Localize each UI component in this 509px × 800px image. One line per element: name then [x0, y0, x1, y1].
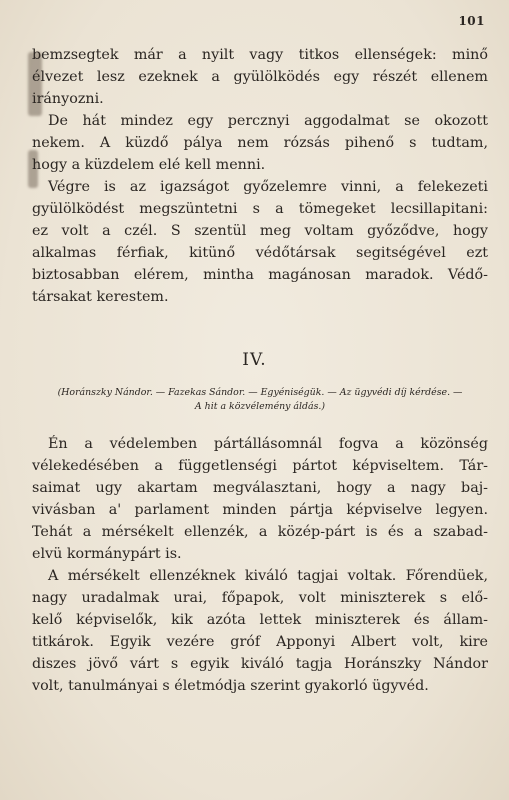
- text-line: vélekedésében a függetlenségi pártot képviseltem. Tár-: [32, 458, 488, 474]
- text-line: kelő képviselők, kik azóta lettek miniszterek és állam-: [32, 612, 488, 628]
- text-line: biztosabban elérem, mintha magánosan maradok. Védő-: [32, 267, 488, 283]
- text-line: elvü kormánypárt is.: [32, 546, 182, 562]
- text-line: társakat kerestem.: [32, 289, 169, 305]
- body-text-top: [32, 44, 488, 308]
- text-line: hogy a küzdelem elé kell menni.: [32, 157, 266, 173]
- text-line: alkalmas férfiak, kitünő védőtársak segitségével ezt: [32, 245, 488, 261]
- chapter-heading: IV.: [242, 350, 267, 370]
- text-line: Én a védelemben pártállásomnál fogva a közönség: [48, 436, 488, 452]
- body-text-bottom: [32, 433, 488, 697]
- text-line: titkárok. Egyik vezére gróf Apponyi Albert volt, kire: [32, 634, 488, 650]
- summary-line: (Horánszky Nándor. — Fazekas Sándor. — Egyéniségük. — Az ügyvédi díj kérdése. —: [57, 387, 463, 398]
- text-line: vivásban a' parlament minden pártja képviselve legyen.: [32, 502, 488, 518]
- page-number: 101: [458, 14, 485, 28]
- text-line: nekem. A küzdő pálya nem rózsás pihenő s tudtam,: [32, 135, 488, 151]
- text-line: ez volt a czél. S szentül meg voltam győződve, hogy: [32, 223, 488, 239]
- chapter-summary: [32, 386, 488, 414]
- text-line: volt, tanulmányai s életmódja szerint gyakorló ügyvéd.: [32, 678, 429, 694]
- text-line: irányozni.: [32, 91, 104, 107]
- text-line: Tehát a mérsékelt ellenzék, a közép-párt is és a szabad-: [32, 524, 488, 540]
- text-line: bemzsegtek már a nyilt vagy titkos ellenségek: minő: [32, 47, 488, 63]
- text-line: De hát mindez egy percznyi aggodalmat se okozott: [48, 113, 488, 129]
- text-line: A mérsékelt ellenzéknek kiváló tagjai voltak. Főrendüek,: [48, 568, 488, 584]
- text-line: Végre is az igazságot győzelemre vinni, a felekezeti: [48, 179, 488, 195]
- text-line: élvezet lesz ezeknek a gyülölködés egy részét ellenem: [32, 69, 488, 85]
- text-line: diszes jövő várt s egyik kiváló tagja Horánszky Nándor: [32, 656, 488, 672]
- text-line: saimat ugy akartam megválasztani, hogy a nagy baj-: [32, 480, 488, 496]
- text-line: nagy uradalmak urai, főpapok, volt miniszterek s elő-: [32, 590, 488, 606]
- summary-line: A hit a közvélemény áldás.): [194, 401, 326, 412]
- text-line: gyülölködést megszüntetni s a tömegeket lecsillapitani:: [32, 201, 488, 217]
